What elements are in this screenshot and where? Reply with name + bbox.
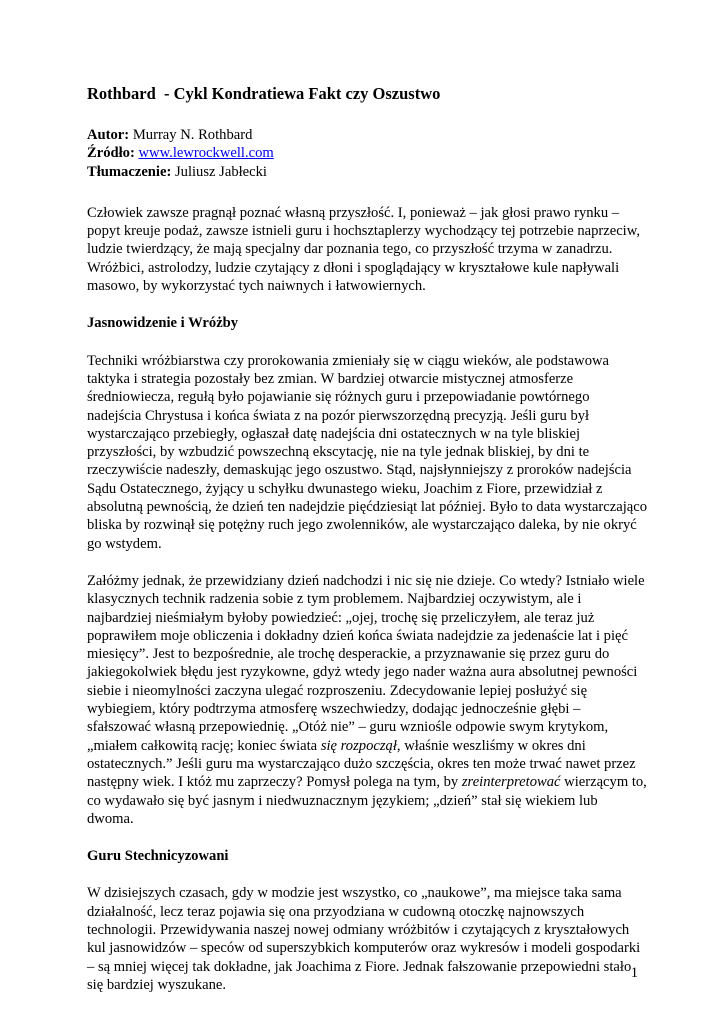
source-line: [87, 144, 647, 162]
page-number: 1: [630, 965, 638, 981]
author-label: Autor:: [87, 127, 130, 143]
section-heading-guru: Guru Stechnicyzowani: [87, 848, 229, 865]
intro-paragraph: Człowiek zawsze pragnął poznać własną przyszłość. I, ponieważ – jak głosi prawo rynku – popyt kreuje podaż, zawsze istnieli guru i hochsztaplerzy wychodzący tej potrzebie naprzeciw, ludzie twierdzący, że mają specjalny dar poznania tego, co przyszłość trzyma w zanadrzu. Wróżbici, astrolodzy, ludzie czytający z dłoni i spoglądający w kryształowe kule napływali masowo, by wykorzystać tych naiwnych i łatwowiernych.: [87, 204, 640, 295]
paragraph-text: , właśnie weszliśmy w okres dni ostatecznych.” Jeśli guru ma wystarczająco dużo szczęścia, okres ten może trwać nawet przez następny wiek. I któż mu zaprzeczy? Pomysł polega na tym, by: [87, 737, 636, 791]
author-name: Murray N. Rothbard: [132, 127, 253, 143]
translator-label: Tłumaczenie:: [87, 163, 172, 180]
paragraph-text: Załóżmy jednak, że przewidziany dzień nadchodzi i nic się nie dzieje. Co wtedy? Istniało wiele klasycznych technik radzenia sobie z tym problemem. Najbardziej oczywistym, ale i najbardziej nieśmiałym byłoby powiedzieć: „ojej, trochę się przeliczyłem, ale teraz już poprawiłem moje obliczenia i dokładny dzień końca świata nadejdzie za jedenaście lat i pięć miesięcy”. Jest to bezpośrednie, ale trochę desperackie, a przyznawanie się przez guru do jakiegokolwiek błędu jest ryzykowne, gdyż wtedy jego nader ważna aura absolutnej pewności siebie i nieomylności zaczyna ulegać rozproszeniu. Zdecydowanie lepiej posłużyć się wybiegiem, który podtrzyma atmosferę wszechwiedzy, dodając jednocześnie głębi – sfałszować własną przepowiednię. „Otóż nie” – guru wzniośle odpowie swym krytykom, „miałem całkowitą rację; koniec świata: [87, 572, 645, 754]
paragraph-text: wierzącym to, co wydawało się być jasnym i niedwuznacznym językiem; „dzień” stał się wiekiem lub dwoma.: [87, 774, 647, 827]
section2-paragraph-1: W dzisiejszych czasach, gdy w modzie jest wszystko, co „naukowe”, ma miejsce taka sama działalność, lecz teraz pojawia się ona przyodziana w cudowną otoczkę najnowszych technologii. Przewidywania naszej nowej odmiany wróżbitów i czytających z kryształowych kul jasnowidzów – speców od superszybkich komputerów oraz wykresów i modeli gospodarki – są mniej więcej tak dokładne, jak Joachima z Fiore. Jednak fałszowanie przepowiedni stało się bardziej wyszukane.: [87, 885, 641, 993]
section-heading-jasnowidzenie: Jasnowidzenie i Wróżby: [87, 315, 239, 332]
section1-paragraph-1: Techniki wróżbiarstwa czy prorokowania zmieniały się w ciągu wieków, ale podstawowa taktyka i strategia pozostały bez zmian. W bardziej otwarcie mistycznej atmosferze średniowiecza, regułą było pojawianie się różnych guru i przepowiadanie powtórnego nadejścia Chrystusa i końca świata z na pozór pierwszorzędną precyzją. Jeśli guru był wystarczająco przebiegły, ogłaszał datę nadejścia dni ostatecznych w na tyle bliskiej przyszłości, by wzbudzić powszechną ekscytację, nie na tyle jednak bliskiej, by dni te rzeczywiście nadeszły, demaskując jego oszustwo. Stąd, najsłynniejszy z proroków nadejścia Sądu Ostatecznego, żyjący u schyłku dwunastego wieku, Joachim z Fiore, przewidział z absolutną pewnością, że dzień ten nadejdzie pięćdziesiąt lat później. Było to data wystarczająco bliska by rozwinął się potężny ruch jego zwolenników, ale wystarczająco daleka, by nie okryć go wstydem.: [87, 352, 648, 552]
document-meta: [87, 126, 647, 181]
source-label: Źródło:: [87, 145, 135, 162]
italic-phrase: się rozpoczął: [320, 737, 397, 754]
source-link[interactable]: www.lewrockwell.com: [138, 145, 274, 162]
italic-phrase: zreinterpretować: [461, 774, 561, 791]
document-title: Rothbard - Cykl Kondratiewa Fakt czy Oszustwo: [87, 84, 441, 103]
translator-line: [87, 163, 647, 181]
author-line: [87, 126, 647, 144]
section1-paragraph-2: [87, 572, 647, 828]
document-body: [87, 84, 647, 1013]
translator-name: Juliusz Jabłecki: [174, 163, 267, 180]
